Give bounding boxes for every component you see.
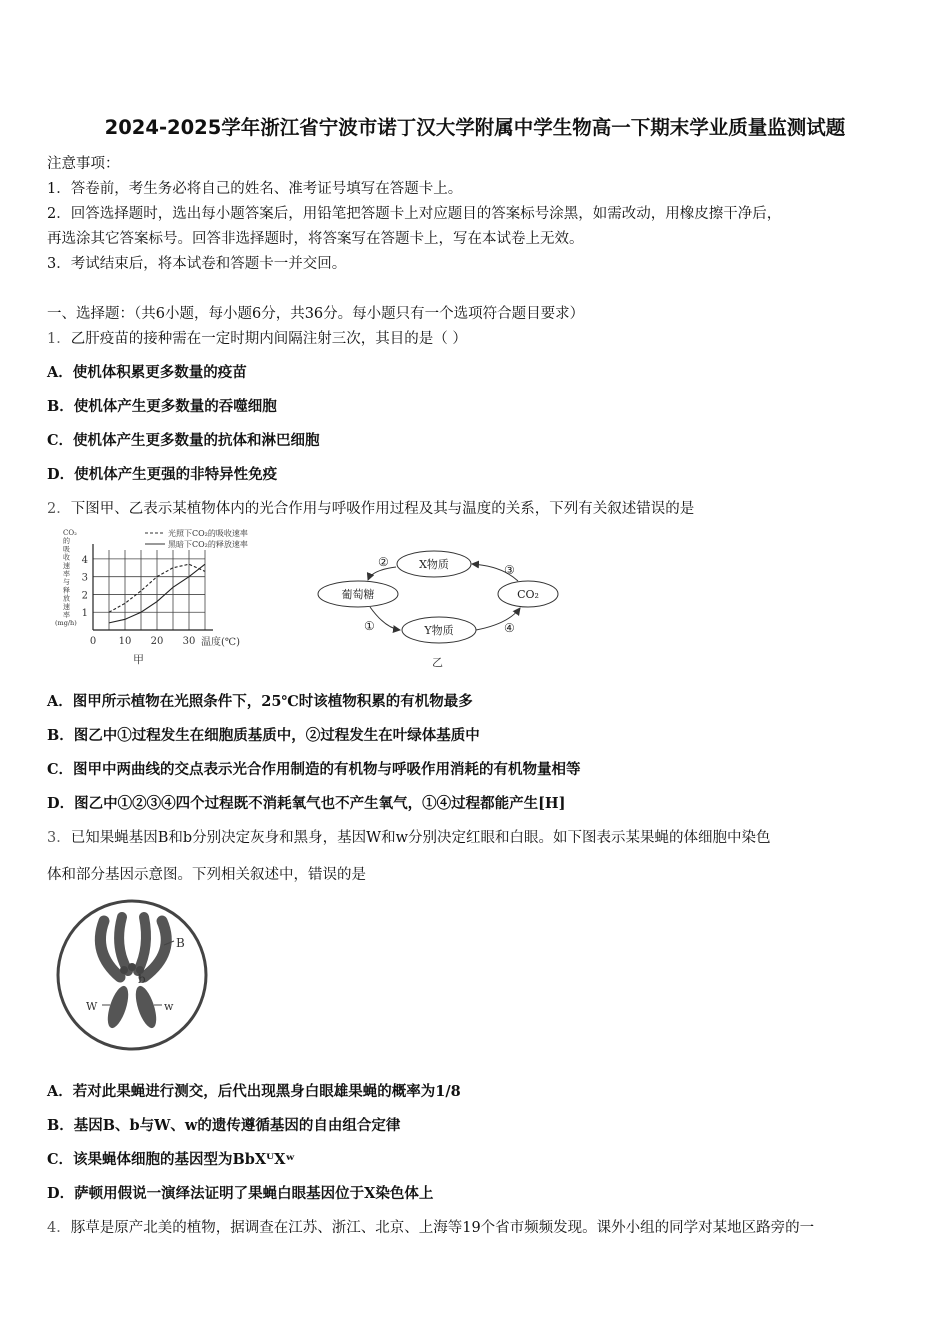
node-x-label: X物质 [419,558,449,571]
gene-label-w: w [164,1000,174,1013]
question-number: 2． [47,501,71,517]
chart-grid [93,550,205,630]
option-a: A．若对此果蝇进行测交，后代出现黑身白眼雄果蝇的概率为1/8 [47,1083,461,1100]
small-chromosome [120,966,128,974]
gene-label-W: W [86,1000,98,1013]
step-4-label: ④ [504,621,515,635]
y-tick-label: 4 [81,554,88,566]
option-c: C．该果蝇体细胞的基因型为BbXᵂXʷ [47,1151,295,1168]
figure-caption: 甲 [133,653,144,666]
question-number: 1． [47,331,71,347]
node-y-label: Y物质 [424,624,454,637]
option-c: C．使机体产生更多数量的抗体和淋巴细胞 [47,432,320,449]
option-d: D．萨顿用假说一演绎法证明了果蝇白眼基因位于X染色体上 [47,1185,434,1202]
chromosome-figure [52,895,212,1060]
y-tick-label: 1 [81,608,88,620]
y-axis-label-char: 收 [63,553,70,562]
y-axis-label-char: (mg/h) [55,619,77,628]
y-axis-label-char: 释 [63,586,70,595]
y-axis-label-char: 速 [63,602,70,611]
gene-label-b: b [138,972,146,986]
figure-caption: 乙 [432,656,443,669]
tick-labels [82,555,196,647]
chromosome [138,917,146,971]
x-tick-label: 30 [182,636,196,647]
notice-heading: 注意事项： [47,156,120,172]
question-number: 4． [47,1220,71,1236]
x-tick-label: 20 [150,636,164,647]
small-chromosome [128,963,136,971]
legend-dark: 黑暗下CO₂的释放速率 [168,540,248,549]
question-4-stem [47,1216,814,1237]
figure-yi-diagram [310,540,570,670]
x-chromosome [132,984,161,1031]
node-glucose-label: 葡萄糖 [341,588,375,601]
y-axis-label-char: 速 [63,561,70,570]
question-3-stem [47,826,770,847]
figure-jia-chart [55,525,290,670]
legend-light: 光照下CO₂的吸收速率 [168,529,248,538]
question-1-stem [47,327,467,348]
chromosome [119,917,128,971]
option-b: B．使机体产生更多数量的吞噬细胞 [47,398,277,415]
option-d: D．使机体产生更强的非特异性免疫 [47,466,278,483]
x-axis-label: 温度(℃) [201,637,240,648]
chart-axes [93,544,213,630]
chart-legend [145,528,248,549]
y-axis-label [55,529,77,627]
x-chromosome [104,984,133,1031]
option-d: D．图乙中①②③④四个过程既不消耗氧气也不产生氧气，①④过程都能产生[H] [47,795,566,812]
question-text: 豚草是原产北美的植物，据调查在江苏、浙江、北京、上海等19个省市频频发现。课外小组的同学对某地区路旁的一 [70,1220,815,1236]
y-axis-label-char: 放 [63,594,70,603]
y-axis-label-char: 与 [63,578,70,587]
question-number: 3． [47,830,71,846]
y-axis-label-char: 率 [63,611,70,619]
step-3-label: ③ [504,563,515,577]
y-tick-label: 3 [81,572,88,584]
option-c: C．图甲中两曲线的交点表示光合作用制造的有机物与呼吸作用消耗的有机物量相等 [47,761,581,778]
cell-outline [58,901,206,1049]
node-co2-label: CO₂ [517,588,539,601]
notice-item: 2．回答选择题时，选出每小题答案后，用铅笔把答题卡上对应题目的答案标号涂黑，如需改动，用橡皮擦干净后， [47,206,782,222]
option-b: B．基因B、b与W、w的遗传遵循基因的自由组合定律 [47,1117,401,1134]
option-b: B．图乙中①过程发生在细胞质基质中，②过程发生在叶绿体基质中 [47,727,480,744]
option-a: A．使机体积累更多数量的疫苗 [47,364,247,381]
section-heading: 一、选择题：（共6小题，每小题6分，共36分。每小题只有一个选项符合题目要求） [47,306,585,322]
question-text: 乙肝疫苗的接种需在一定时期内间隔注射三次，其目的是（ ） [70,331,467,347]
y-axis-label-char: 率 [63,570,70,578]
y-axis-label-char: 的 [63,537,70,546]
question-3-stem-continued: 体和部分基因示意图。下列相关叙述中，错误的是 [47,867,366,883]
notice-item: 3．考试结束后，将本试卷和答题卡一并交回。 [47,256,347,272]
y-axis-label-char: 吸 [63,545,70,554]
question-text: 下图甲、乙表示某植物体内的光合作用与呼吸作用过程及其与温度的关系，下列有关叙述错误的是 [70,501,695,517]
step-1-label: ① [364,619,375,633]
step-2-label: ② [378,555,389,569]
question-text: 已知果蝇基因B和b分别决定灰身和黑身，基因W和w分别决定红眼和白眼。如下图表示某果蝇的体细胞中染色 [70,830,771,846]
notice-item: 再选涂其它答案标号。回答非选择题时，将答案写在答题卡上，写在本试卷上无效。 [47,231,584,247]
option-a: A．图甲所示植物在光照条件下，25℃时该植物积累的有机物最多 [47,693,473,710]
x-tick-label: 0 [89,636,97,647]
gene-label-B: B [176,936,185,950]
notice-item: 1．答卷前，考生务必将自己的姓名、准考证号填写在答题卡上。 [47,181,463,197]
exam-title: 2024-2025学年浙江省宁波市诺丁汉大学附属中学生物高一下期末学业质量监测试题 [104,116,846,139]
x-tick-label: 10 [118,636,132,647]
question-2-stem [47,497,694,518]
y-axis-label-char: CO₂ [63,529,77,537]
y-tick-label: 2 [81,590,88,602]
